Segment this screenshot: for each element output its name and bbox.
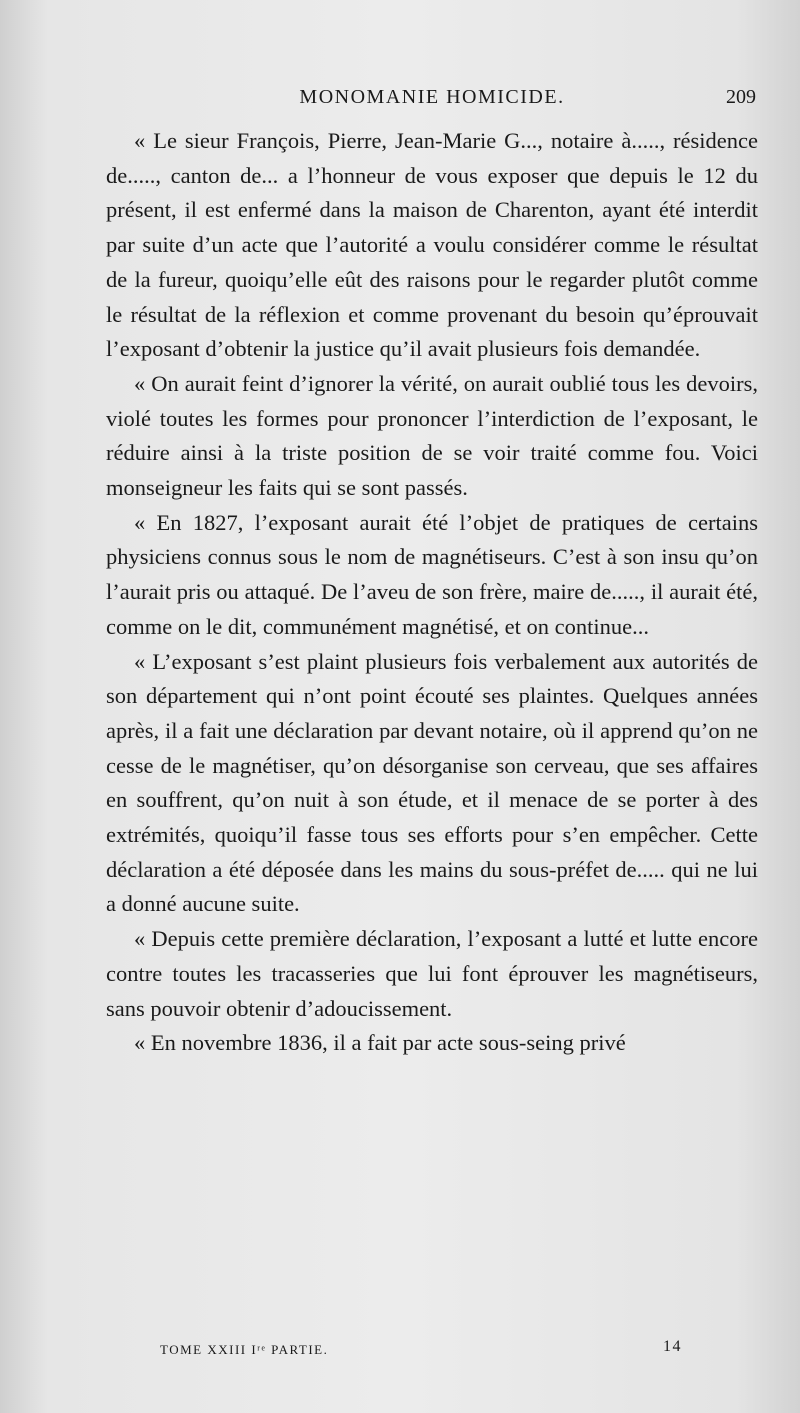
page-number: 209 <box>726 86 756 108</box>
body-text <box>106 124 758 1061</box>
paragraph: « L’exposant s’est plaint plusieurs fois verbalement aux autorités de son département qui n’ont point écouté ses plaintes. Quelques années après, il a fait une déclaration par devant notaire, où il apprend qu’on ne cesse de le magnétiser, qu’on désorganise son cerveau, que ses affaires en souffrent, qu’on nuit à son étude, et il menace de se porter à des extrémités, quoiqu’il fasse tous ses efforts pour s’en empêcher. Cette déclaration a été déposée dans les mains du sous-préfet de..... qui ne lui a donné aucune suite. <box>106 648 758 917</box>
running-head <box>108 82 756 116</box>
paragraph: « On aurait feint d’ignorer la vérité, on aurait oublié tous les devoirs, violé toutes les formes pour prononcer l’interdiction de l’exposant, le réduire ainsi à la triste position de se voir traité comme fou. Voici monseigneur les faits qui se sont passés. <box>106 370 758 501</box>
printer-signature <box>160 1338 682 1364</box>
paragraph: « Le sieur François, Pierre, Jean-Marie G..., notaire à....., résidence de....., canton de... a l’honneur de vous exposer que depuis le 12 du présent, il est enfermé dans la maison de Charenton, ayant été interdit par suite d’un acte que l’autorité a voulu considérer comme le résultat de la fureur, quoiqu’elle eût des raisons pour le regarder plutôt comme le résultat de la réflexion et comme provenant du besoin qu’éprouvait l’exposant d’obtenir la justice qu’il avait plusieurs fois demandée. <box>106 128 758 362</box>
paragraph: « En novembre 1836, il a fait par acte sous-seing privé <box>134 1030 626 1056</box>
paragraph: « En 1827, l’exposant aurait été l’objet de pratiques de certains physiciens connus sous le nom de magnétiseurs. C’est à son insu qu’on l’aurait pris ou attaqué. De l’aveu de son frère, maire de....., il aurait été, comme on le dit, communément magnétisé, et on continue... <box>106 509 758 639</box>
running-title: MONOMANIE HOMICIDE. <box>299 86 565 108</box>
signature-mark: TOME XXIII Iʳᵉ PARTIE. <box>160 1342 329 1357</box>
paragraph: « Depuis cette première déclaration, l’exposant a lutté et lutte encore contre toutes les tracasseries que lui font éprouver les magnétiseurs, sans pouvoir obtenir d’adoucissement. <box>106 926 758 1021</box>
signature-number: 14 <box>663 1338 682 1355</box>
